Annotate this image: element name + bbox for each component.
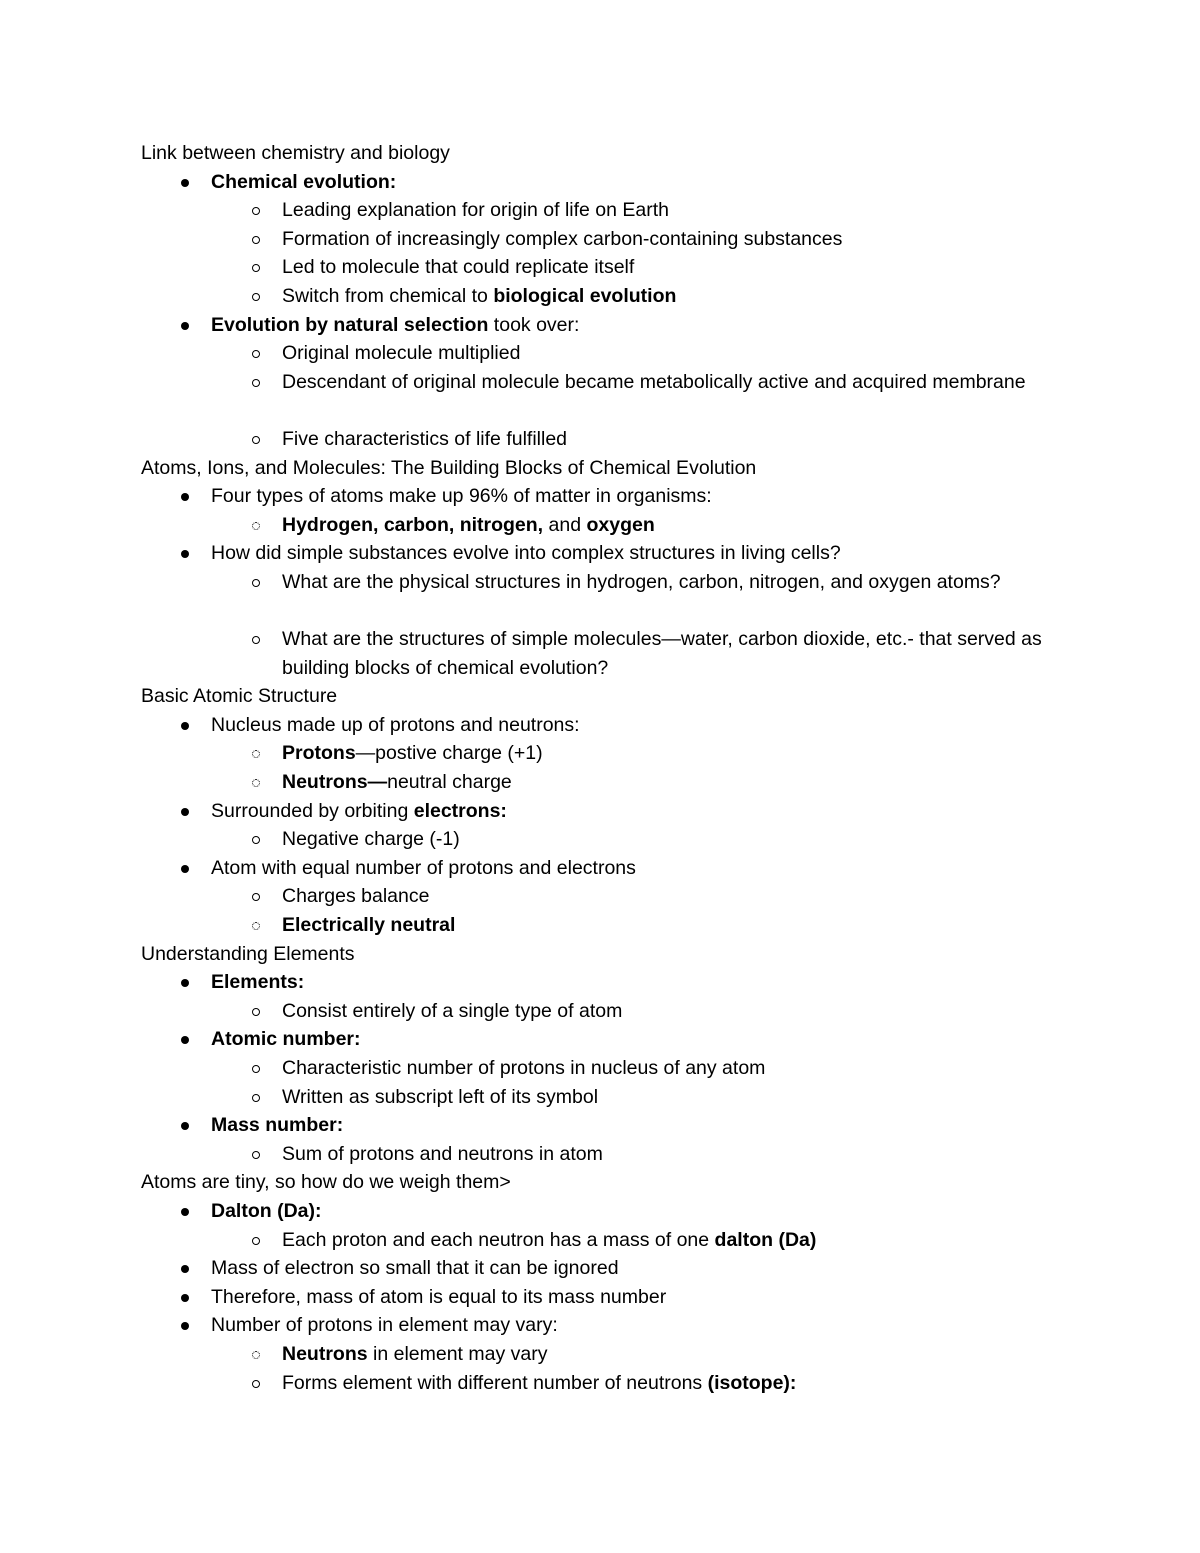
- bold-term: Dalton (Da):: [211, 1199, 322, 1222]
- item-text: Therefore, mass of atom is equal to its mass number: [211, 1285, 667, 1308]
- item-text: Four types of atoms make up 96% of matter in organisms:: [211, 485, 712, 508]
- sub-list-item: [141, 739, 1061, 768]
- sub-list-item: [141, 911, 1061, 940]
- bullet-circle-icon: [252, 1351, 260, 1359]
- bullet-dot-icon: [181, 722, 189, 730]
- bullet-circle-icon: [252, 1094, 260, 1102]
- section-heading: Atoms are tiny, so how do we weigh them>: [141, 1171, 511, 1194]
- item-text: Original molecule multiplied: [282, 342, 521, 365]
- bullet-circle-icon: [252, 350, 260, 358]
- bullet-dot-icon: [181, 979, 189, 987]
- bold-term: Elements:: [211, 971, 305, 994]
- section-heading: Atoms, Ions, and Molecules: The Building Blocks of Chemical Evolution: [141, 456, 757, 479]
- bullet-circle-icon: [252, 207, 260, 215]
- bullet-circle-icon: [252, 1151, 260, 1159]
- section-heading: Basic Atomic Structure: [141, 685, 338, 708]
- item-text: took over:: [488, 313, 580, 336]
- bold-term: Evolution by natural selection: [211, 313, 489, 336]
- item-text: Each proton and each neutron has a mass of one: [282, 1228, 715, 1251]
- sub-list-item: [141, 425, 1061, 454]
- list-item: [141, 311, 1061, 340]
- item-text: Nucleus made up of protons and neutrons:: [211, 713, 580, 736]
- bullet-dot-icon: [181, 865, 189, 873]
- item-text: Formation of increasingly complex carbon-containing substances: [282, 227, 843, 250]
- item-text: Number of protons in element may vary:: [211, 1314, 558, 1337]
- sub-list-item: [141, 196, 1061, 225]
- bold-term: electrons:: [413, 799, 507, 822]
- bullet-dot-icon: [181, 1294, 189, 1302]
- bullet-dot-icon: [181, 322, 189, 330]
- sub-list-item: [141, 625, 1061, 682]
- item-text: What are the physical structures in hydrogen, carbon, nitrogen, and oxygen atoms?: [282, 570, 1001, 593]
- item-text: Surrounded by orbiting: [211, 799, 414, 822]
- bullet-circle-icon: [252, 236, 260, 244]
- bullet-dot-icon: [181, 1036, 189, 1044]
- bullet-circle-icon: [252, 579, 260, 587]
- list-item: [141, 1025, 1061, 1054]
- bullet-dot-icon: [181, 493, 189, 501]
- sub-list-item: [141, 568, 1061, 625]
- list-item: [141, 1254, 1061, 1283]
- list-item: [141, 1111, 1061, 1140]
- item-text: Charges balance: [282, 885, 430, 908]
- list-item: [141, 1197, 1061, 1226]
- item-text: —postive charge (+1): [355, 742, 543, 765]
- bullet-dot-icon: [181, 808, 189, 816]
- bullet-circle-icon: [252, 379, 260, 387]
- sub-list-item: [141, 253, 1061, 282]
- bullet-circle-icon: [252, 1008, 260, 1016]
- bullet-circle-icon: [252, 636, 260, 644]
- sub-list-item: [141, 1226, 1061, 1255]
- bullet-dot-icon: [181, 550, 189, 558]
- item-text: Switch from chemical to: [282, 284, 494, 307]
- bullet-circle-icon: [252, 750, 260, 758]
- sub-list-item: [141, 825, 1061, 854]
- bullet-circle-icon: [252, 522, 260, 530]
- item-text: neutral charge: [387, 771, 512, 794]
- sub-list-item: [141, 1369, 1061, 1398]
- list-item: [141, 854, 1061, 883]
- item-text: Five characteristics of life fulfilled: [282, 427, 568, 450]
- section-heading: Understanding Elements: [141, 942, 355, 965]
- list-item: [141, 797, 1061, 826]
- item-text: Forms element with different number of neutrons: [282, 1371, 708, 1394]
- list-item: [141, 482, 1061, 511]
- sub-list-item: [141, 1140, 1061, 1169]
- list-item: [141, 711, 1061, 740]
- list-item: [141, 1311, 1061, 1340]
- bold-term: Electrically neutral: [282, 914, 456, 937]
- sub-list-item: [141, 1340, 1061, 1369]
- bullet-circle-icon: [252, 1237, 260, 1245]
- item-text: Negative charge (-1): [282, 828, 460, 851]
- item-text: Sum of protons and neutrons in atom: [282, 1142, 603, 1165]
- list-item: [141, 1283, 1061, 1312]
- bullet-dot-icon: [181, 1265, 189, 1273]
- sub-list-item: [141, 1083, 1061, 1112]
- item-text: Led to molecule that could replicate itself: [282, 256, 635, 279]
- sub-list-item: [141, 368, 1061, 425]
- bold-term: Protons: [282, 742, 356, 765]
- item-text: in element may vary: [367, 1342, 548, 1365]
- item-text: and: [543, 513, 587, 536]
- list-item: [141, 168, 1061, 197]
- bullet-circle-icon: [252, 893, 260, 901]
- item-text: Descendant of original molecule became metabolically active and acquired membrane: [282, 370, 1026, 393]
- sub-list-item: [141, 282, 1061, 311]
- sub-list-item: [141, 997, 1061, 1026]
- sub-list-item: [141, 225, 1061, 254]
- list-item: [141, 539, 1061, 568]
- bullet-circle-icon: [252, 1380, 260, 1388]
- bullet-circle-icon: [252, 779, 260, 787]
- bold-term: oxygen: [586, 513, 655, 536]
- bold-term: Neutrons—: [282, 771, 388, 794]
- sub-list-item: [141, 1054, 1061, 1083]
- bullet-dot-icon: [181, 1208, 189, 1216]
- bullet-circle-icon: [252, 1065, 260, 1073]
- item-text: Mass of electron so small that it can be ignored: [211, 1257, 619, 1280]
- bold-term: dalton (Da): [714, 1228, 817, 1251]
- bullet-circle-icon: [252, 264, 260, 272]
- bullet-circle-icon: [252, 922, 260, 930]
- bold-term: Neutrons: [282, 1342, 368, 1365]
- sub-list-item: [141, 768, 1061, 797]
- bullet-dot-icon: [181, 179, 189, 187]
- document-body: [141, 139, 1061, 1397]
- bold-term: biological evolution: [493, 284, 677, 307]
- section-heading: Link between chemistry and biology: [141, 142, 450, 164]
- bold-term: Hydrogen, carbon, nitrogen,: [282, 513, 544, 536]
- item-text: Written as subscript left of its symbol: [282, 1085, 599, 1108]
- bullet-circle-icon: [252, 293, 260, 301]
- sub-list-item: [141, 339, 1061, 368]
- bullet-circle-icon: [252, 436, 260, 444]
- bold-term: Chemical evolution:: [211, 170, 397, 193]
- bullet-dot-icon: [181, 1122, 189, 1130]
- sub-list-item: [141, 882, 1061, 911]
- bold-term: Mass number:: [211, 1114, 344, 1137]
- bold-term: (isotope):: [707, 1371, 797, 1394]
- bullet-circle-icon: [252, 836, 260, 844]
- bold-term: Atomic number:: [211, 1028, 361, 1051]
- list-item: [141, 968, 1061, 997]
- item-text: Atom with equal number of protons and electrons: [211, 856, 636, 879]
- item-text: Consist entirely of a single type of atom: [282, 999, 623, 1022]
- item-text: How did simple substances evolve into complex structures in living cells?: [211, 542, 841, 565]
- bullet-dot-icon: [181, 1322, 189, 1330]
- item-text: Leading explanation for origin of life on Earth: [282, 199, 670, 222]
- item-text: What are the structures of simple molecules—water, carbon dioxide, etc.- that served as building blocks of chemical evolution?: [282, 628, 1042, 679]
- item-text: Characteristic number of protons in nucleus of any atom: [282, 1057, 766, 1079]
- sub-list-item: [141, 511, 1061, 540]
